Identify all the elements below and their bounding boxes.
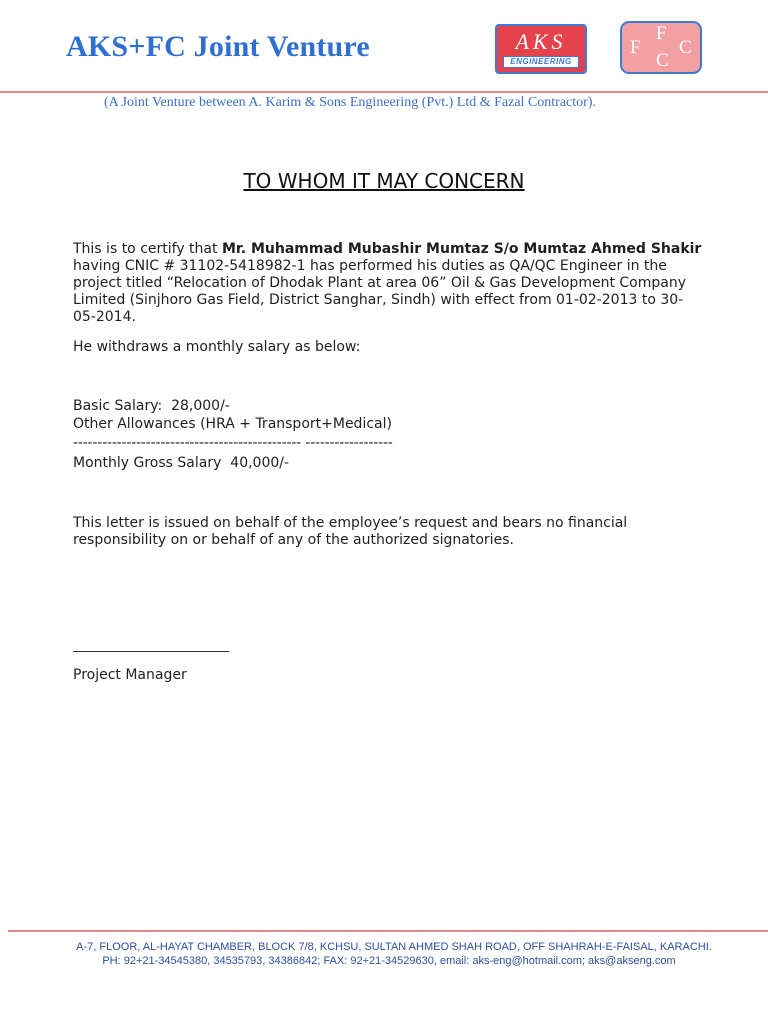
aks-logo-letters: AKS bbox=[515, 29, 567, 54]
allowances-line: Other Allowances (HRA + Transport+Medical) bbox=[73, 416, 392, 432]
certification-paragraph bbox=[73, 241, 703, 326]
signatory-title: Project Manager bbox=[73, 667, 187, 683]
fc-logo-letter: F bbox=[630, 37, 641, 58]
fc-logo-letter: F bbox=[656, 23, 667, 44]
letter-heading: TO WHOM IT MAY CONCERN bbox=[243, 169, 525, 193]
fc-logo-letter: C bbox=[656, 50, 669, 71]
footer-divider bbox=[8, 930, 768, 932]
employee-name: Mr. Muhammad Mubashir Mumtaz S/o Mumtaz Ahmed Shakir bbox=[221, 241, 702, 257]
aks-engineering-logo bbox=[495, 24, 587, 74]
footer-contact: PH: 92+21-34545380, 34535793, 34386842; FAX: 92+21-34529630, email: aks-eng@hotmail.com; aks@akseng.com bbox=[102, 955, 676, 967]
fazal-contractor-logo bbox=[620, 21, 702, 74]
letterhead-divider bbox=[0, 91, 768, 93]
fc-logo-letter: C bbox=[679, 37, 692, 58]
footer-address: A-7, FLOOR, AL-HAYAT CHAMBER, BLOCK 7/8, KCHSU, SULTAN AHMED SHAH ROAD, OFF SHAHRAH-E-FAISAL, KARACHI. bbox=[76, 941, 712, 953]
disclaimer-paragraph: This letter is issued on behalf of the employee’s request and bears no financial responsibility on or behalf of any of the authorized signatories. bbox=[73, 515, 628, 548]
dashed-separator: ----------------------------------------------- ------------------ bbox=[73, 435, 393, 451]
basic-salary-line: Basic Salary: 28,000/- bbox=[73, 398, 230, 414]
gross-salary-line: Monthly Gross Salary 40,000/- bbox=[73, 455, 290, 471]
company-title: AKS+FC Joint Venture bbox=[66, 30, 370, 63]
company-subtitle: (A Joint Venture between A. Karim & Sons Engineering (Pvt.) Ltd & Fazal Contractor). bbox=[104, 95, 596, 110]
salary-intro: He withdraws a monthly salary as below: bbox=[73, 339, 361, 355]
signature-line bbox=[73, 651, 229, 652]
certify-prefix: This is to certify that bbox=[73, 241, 222, 257]
aks-logo-band: ENGINEERING bbox=[503, 56, 579, 68]
certify-details: having CNIC # 31102-5418982-1 has performed his duties as QA/QC Engineer in the project titled “Relocation of Dhodak Plant at area 06” Oil & Gas Development Company Limited (Sinjhoro Gas Field, District Sanghar, Sindh) with effect from 01-02-2013 to 30-05-2014. bbox=[73, 258, 686, 325]
